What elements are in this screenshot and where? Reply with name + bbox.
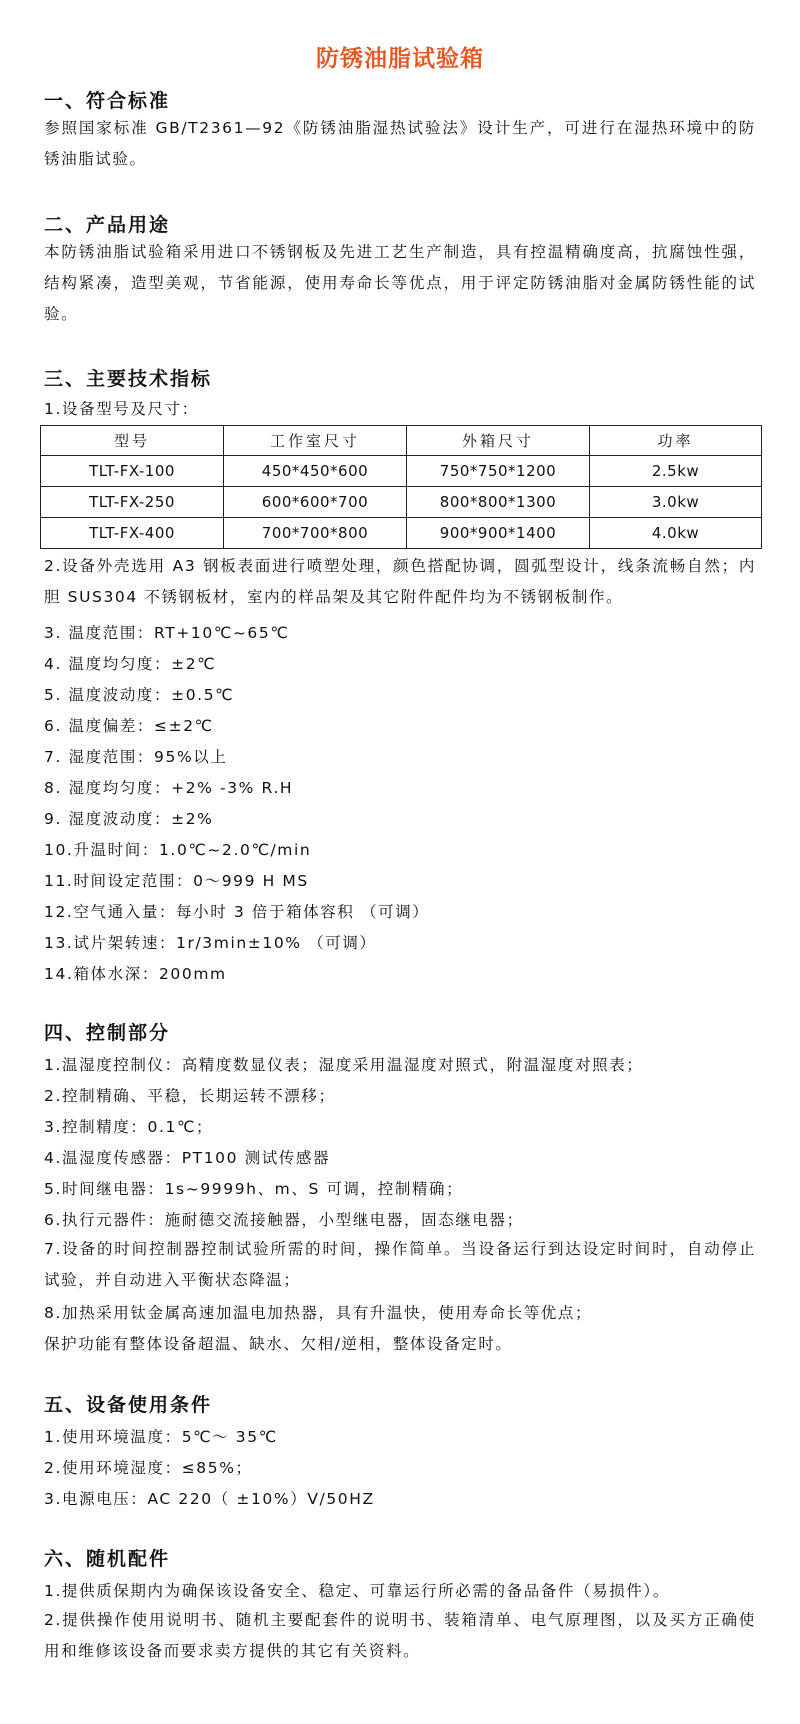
spec-table <box>40 425 762 549</box>
table-row <box>41 487 762 518</box>
table-row <box>41 518 762 549</box>
section-heading-control: 四、控制部分 <box>44 1022 171 1044</box>
page-title: 防锈油脂试验箱 <box>316 46 484 72</box>
condition-item: 2.使用环境湿度：≤85%； <box>44 1459 253 1477</box>
table-header-cell: 型号 <box>41 426 224 456</box>
table-cell: 450*450*600 <box>224 456 407 487</box>
section-heading-standard: 一、符合标准 <box>44 90 171 112</box>
spec-item: 5. 温度波动度：±0.5℃ <box>44 686 235 704</box>
accessory-item: 1.提供质保期内为确保该设备安全、稳定、可靠运行所必需的备品备件（易损件）。 <box>44 1582 670 1600</box>
spec-item: 8. 湿度均匀度：+2% -3% R.H <box>44 779 294 797</box>
table-cell: TLT-FX-100 <box>41 456 224 487</box>
control-item: 3.控制精度：0.1℃； <box>44 1118 214 1136</box>
spec-item: 10.升温时间：1.0℃~2.0℃/min <box>44 841 312 859</box>
section-text-usage: 本防锈油脂试验箱采用进口不锈钢板及先进工艺生产制造，具有控温精确度高，抗腐蚀性强，结构紧凑，造型美观，节省能源，使用寿命长等优点，用于评定防锈油脂对金属防锈性能的试验。 <box>44 243 756 323</box>
table-cell: 900*900*1400 <box>407 518 590 549</box>
control-item: 4.温湿度传感器：PT100 测试传感器 <box>44 1149 331 1167</box>
table-cell: TLT-FX-400 <box>41 518 224 549</box>
table-header-cell: 外箱尺寸 <box>407 426 590 456</box>
spec-item: 9. 湿度波动度：±2% <box>44 810 214 828</box>
spec-item: 13.试片架转速：1r/3min±10% （可调） <box>44 934 377 952</box>
section-heading-conditions: 五、设备使用条件 <box>44 1394 213 1416</box>
spec-item: 14.箱体水深：200mm <box>44 965 227 983</box>
spec-item: 6. 温度偏差：≤±2℃ <box>44 717 214 735</box>
table-cell: 750*750*1200 <box>407 456 590 487</box>
section-heading-specs: 三、主要技术指标 <box>44 368 213 390</box>
control-item-7: 7.设备的时间控制器控制试验所需的时间，操作简单。当设备运行到达设定时间时，自动停止试验，并自动进入平衡状态降温； <box>44 1240 756 1289</box>
table-cell: 2.5kw <box>590 456 762 487</box>
table-row <box>41 456 762 487</box>
control-item-8: 8.加热采用钛金属高速加温电加热器，具有升温快，使用寿命长等优点； <box>44 1304 593 1322</box>
table-cell: 800*800*1300 <box>407 487 590 518</box>
table-cell: 3.0kw <box>590 487 762 518</box>
spec-item: 4. 温度均匀度：±2℃ <box>44 655 217 673</box>
control-item-9: 保护功能有整体设备超温、缺水、欠相/逆相，整体设备定时。 <box>44 1335 513 1353</box>
control-item: 6.执行元器件：施耐德交流接触器，小型继电器，固态继电器； <box>44 1211 524 1229</box>
spec-item-1: 1.设备型号及尺寸： <box>44 400 199 418</box>
spec-item: 12.空气通入量：每小时 3 倍于箱体容积 （可调） <box>44 903 430 921</box>
table-header-cell: 工作室尺寸 <box>224 426 407 456</box>
table-cell: 4.0kw <box>590 518 762 549</box>
section-heading-usage: 二、产品用途 <box>44 214 171 236</box>
condition-item: 1.使用环境温度：5℃～ 35℃ <box>44 1428 278 1446</box>
accessory-item-2: 2.提供操作使用说明书、随机主要配套件的说明书、装箱清单、电气原理图，以及买方正确使用和维修该设备而要求卖方提供的其它有关资料。 <box>44 1611 756 1660</box>
table-header-row <box>41 426 762 456</box>
table-header-cell: 功率 <box>590 426 762 456</box>
control-item: 2.控制精确、平稳，长期运转不漂移； <box>44 1087 336 1105</box>
spec-item: 3. 温度范围：RT+10℃~65℃ <box>44 624 290 642</box>
spec-item: 11.时间设定范围：0～999 H MS <box>44 872 309 890</box>
table-cell: 600*600*700 <box>224 487 407 518</box>
table-cell: TLT-FX-250 <box>41 487 224 518</box>
spec-item: 7. 湿度范围：95%以上 <box>44 748 228 766</box>
table-cell: 700*700*800 <box>224 518 407 549</box>
condition-item: 3.电源电压：AC 220（ ±10%）V/50HZ <box>44 1490 375 1508</box>
control-item: 5.时间继电器：1s~9999h、m、S 可调，控制精确； <box>44 1180 464 1198</box>
section-text-standard: 参照国家标准 GB/T2361—92《防锈油脂湿热试验法》设计生产，可进行在湿热环境中的防锈油脂试验。 <box>44 119 756 168</box>
section-heading-accessories: 六、随机配件 <box>44 1548 171 1570</box>
spec-item-2: 2.设备外壳选用 A3 钢板表面进行喷塑处理，颜色搭配协调，圆弧型设计，线条流畅自然；内胆 SUS304 不锈钢板材，室内的样品架及其它附件配件均为不锈钢板制作。 <box>44 557 756 606</box>
control-item: 1.温湿度控制仪：高精度数显仪表；湿度采用温湿度对照式，附温湿度对照表； <box>44 1056 644 1074</box>
